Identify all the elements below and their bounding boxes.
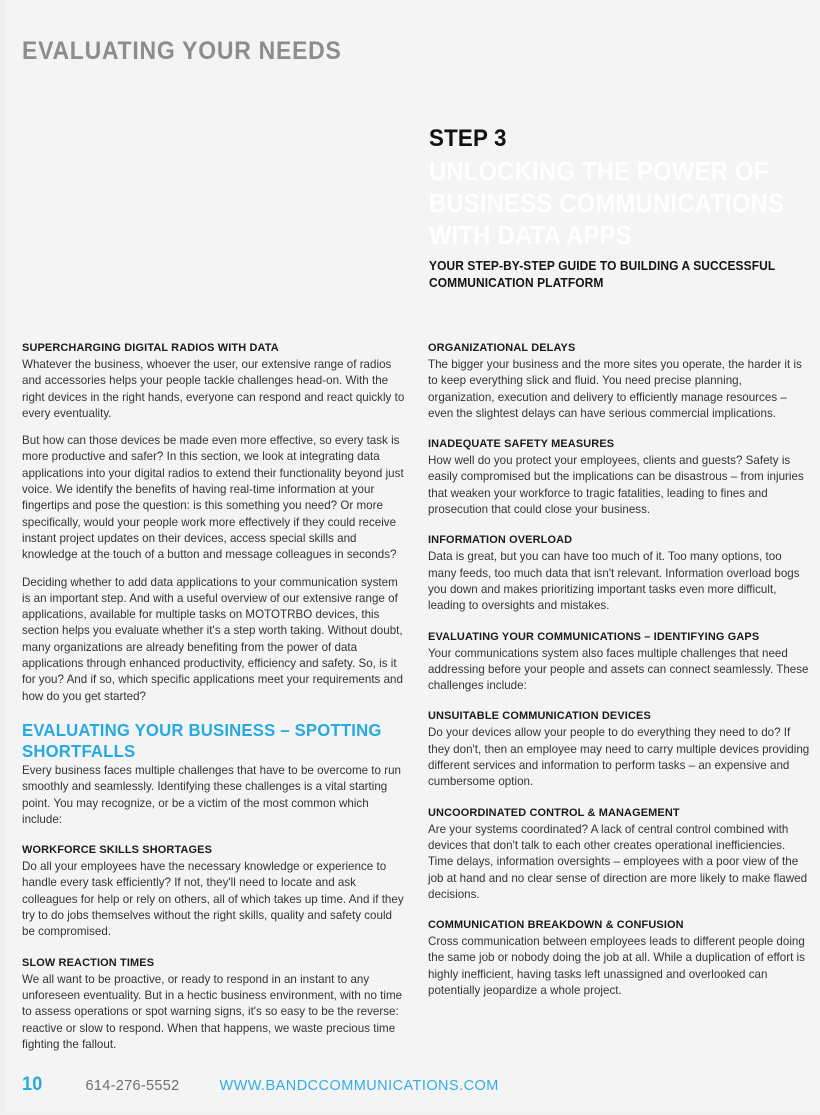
section-paragraph: Whatever the business, whoever the user, our extensive range of radios and accessories helps your people tackle challenges head-on. With the right devices in the right hands, everyone can respond and react quickly to every eventuality. xyxy=(22,358,405,420)
section-paragraph: Your communications system also faces multiple challenges that need addressing before your people and assets can connect seamlessly. These challenges include: xyxy=(428,646,809,693)
section-heading: EVALUATING YOUR COMMUNICATIONS – IDENTIFYING GAPS xyxy=(428,630,760,643)
section-heading: UNSUITABLE COMMUNICATION DEVICES xyxy=(428,710,651,723)
section-heading: INADEQUATE SAFETY MEASURES xyxy=(428,438,615,451)
section-paragraph: Every business faces multiple challenges that have to be overcome to run smoothly and seamlessly. Identifying these challenges is a vital starting point. You may recognize, or be a victim of the most common which include: xyxy=(22,763,402,826)
page-number: 10 xyxy=(22,1074,43,1095)
step-title-block xyxy=(429,125,799,292)
article-section xyxy=(22,720,405,828)
footer-website-link[interactable]: WWW.BANDCCOMMUNICATIONS.COM xyxy=(219,1078,499,1094)
step-number: STEP 3 xyxy=(429,125,507,152)
section-heading: SUPERCHARGING DIGITAL RADIOS WITH DATA xyxy=(22,342,279,354)
section-paragraph: The bigger your business and the more sites you operate, the harder it is to keep everything slick and fluid. You need precise planning, organization, execution and delivery to efficiently manage resources – even the slightest delays can have serious commercial implications. xyxy=(428,358,802,420)
section-heading-accent: EVALUATING YOUR BUSINESS – SPOTTING SHORTFALLS xyxy=(22,719,382,761)
left-column xyxy=(22,341,405,1053)
section-paragraph: We all want to be proactive, or ready to respond in an instant to any unforeseen eventuality. But in a hectic business environment, with no time to assess operations or spot warning signs, it's so easy to be the reverse: reactive or slow to respond. When that happens, we waste precious time fighting the fallout. xyxy=(22,972,403,1051)
section-heading: SLOW REACTION TIMES xyxy=(22,956,155,969)
article-section xyxy=(428,437,811,518)
page-bottom-edge xyxy=(0,1111,820,1115)
section-heading: ORGANIZATIONAL DELAYS xyxy=(428,342,576,354)
article-section xyxy=(428,709,811,790)
section-paragraph: How well do you protect your employees, clients and guests? Safety is easily compromised but the implications can be disastrous – from injuries that weaken your workforce to tragic fatalities, leading to fines and prosecution that could close your business. xyxy=(428,454,804,517)
article-section xyxy=(22,843,405,940)
article-section xyxy=(428,806,811,903)
section-paragraph: Do your devices allow your people to do everything they need to do? If they don't, then an employee may need to carry multiple devices providing different services and information to perform tasks – an expensive and cumbersome option. xyxy=(428,726,810,789)
section-heading: COMMUNICATION BREAKDOWN & CONFUSION xyxy=(428,919,684,932)
article-section xyxy=(428,630,811,695)
step-title: UNLOCKING THE POWER OF BUSINESS COMMUNICATIONS WITH DATA APPS xyxy=(429,158,785,250)
article-section xyxy=(428,533,811,614)
article-section xyxy=(428,918,811,999)
section-paragraph: Do all your employees have the necessary knowledge or experience to handle every task efficiently? If not, they'll need to locate and ask colleagues for help or rely on others, all of which takes up time. And if they try to do jobs themselves without the right skills, quality and safety could be compromised. xyxy=(22,860,404,939)
section-paragraph: Data is great, but you can have too much of it. Too many options, too many feeds, too much data that isn't relevant. Information overload bogs you down and makes prioritizing important tasks even more difficult, leading to oversights and mistakes. xyxy=(428,550,800,613)
page-footer xyxy=(22,1074,499,1096)
section-paragraph: Cross communication between employees leads to different people doing the same job or nobody doing the job at all. While a duplication of effort is highly inefficient, having tasks left unassigned and overlooked can potentially jeopardize a whole project. xyxy=(428,935,805,998)
section-paragraph: Deciding whether to add data applications to your communication system is an important step. And with a useful overview of our extensive range of applications, available for multiple tasks on MOTOTRBO devices, this section helps you evaluate whether it's a step worth taking. Without doubt, many organizations are already benefiting from the power of data applications through enhanced productivity, efficiency and safety. So, is it for you? And if so, which specific applications meet your requirements and how do you get started? xyxy=(22,575,403,703)
page-left-edge xyxy=(0,0,5,1115)
section-heading: INFORMATION OVERLOAD xyxy=(428,534,573,547)
running-header-title: EVALUATING YOUR NEEDS xyxy=(22,37,342,65)
article-section xyxy=(22,341,405,705)
section-paragraph: But how can those devices be made even more effective, so every task is more productive and safer? In this section, we look at integrating data applications into your digital radios to extend their functionality beyond just voice. We identify the benefits of having real-time information at your fingertips and pose the question: is this something you need? Or more specifically, would your people work more effectively if they could receive instant project updates on their devices, access special skills and knowledge at the touch of a button and message colleagues in seconds? xyxy=(22,434,404,562)
article-section xyxy=(428,341,811,422)
right-column xyxy=(428,341,811,999)
section-heading: WORKFORCE SKILLS SHORTAGES xyxy=(22,844,213,857)
section-paragraph: Are your systems coordinated? A lack of central control combined with devices that don't talk to each other creates operational inefficiencies. Time delays, information oversights – employees with a poor view of the job at hand and no clear sense of direction are more likely to make flawed decisions. xyxy=(428,822,808,901)
footer-phone[interactable]: 614-276-5552 xyxy=(85,1078,180,1094)
article-section xyxy=(22,956,405,1053)
section-heading: UNCOORDINATED CONTROL & MANAGEMENT xyxy=(428,806,680,819)
step-subtitle: YOUR STEP-BY-STEP GUIDE TO BUILDING A SUCCESSFUL COMMUNICATION PLATFORM xyxy=(429,259,776,290)
